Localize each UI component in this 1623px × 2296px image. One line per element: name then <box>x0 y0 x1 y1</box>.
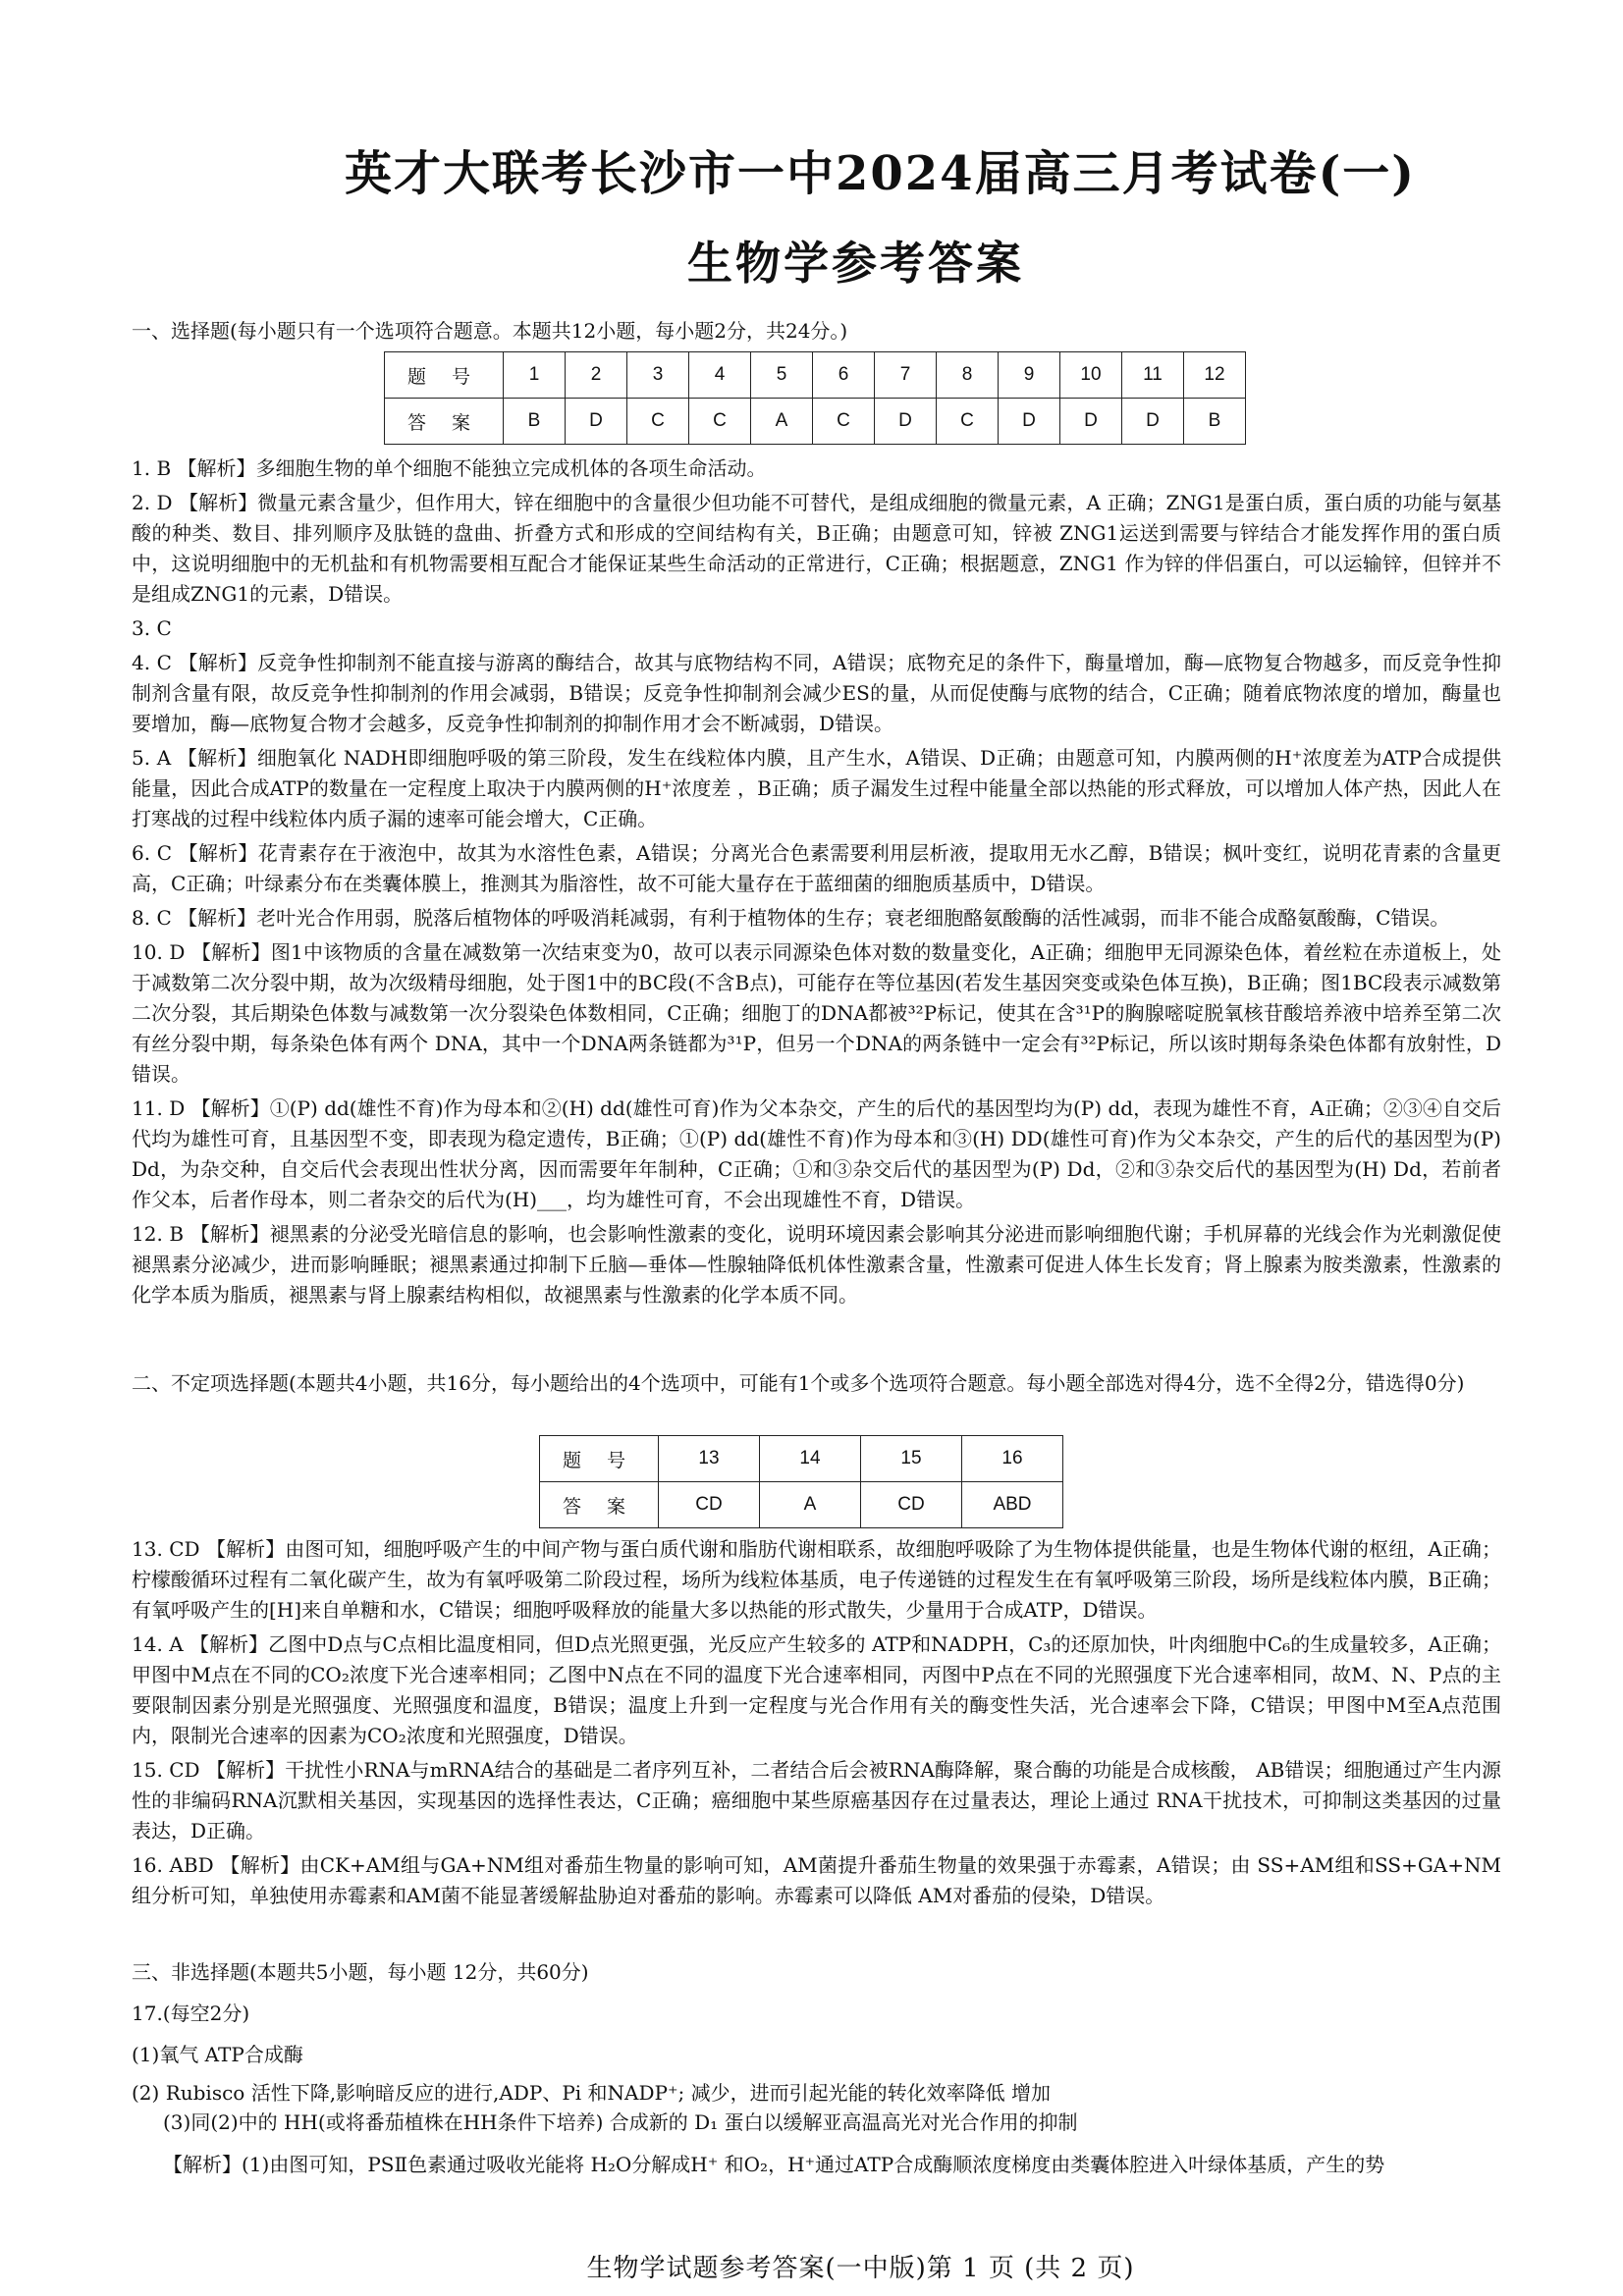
question-number-cell: 2 <box>566 352 627 399</box>
answer-table-2 <box>539 1435 1063 1528</box>
table-row-answers <box>540 1482 1063 1528</box>
answer-item-8: 8. C 【解析】老叶光合作用弱，脱落后植物体的呼吸消耗减弱，有利于植物体的生存；衰老细胞酪氨酸酶的活性减弱，而非不能合成酪氨酸酶，C错误。 <box>132 906 1450 930</box>
answer-cell: CD <box>861 1482 962 1528</box>
answer-item-14: 14. A 【解析】乙图中D点与C点相比温度相同，但D点光照更强，光反应产生较多的 ATP和NADPH，C₃的还原加快，叶肉细胞中C₆的生成量较多，A正确；甲图中M点在不同的CO₂浓度下光合速率相同；乙图中N点在不同的温度下光合速率相同，丙图中P点在不同的光照强度下光合速率相同，故M、N、P点的主要限制因素分别是光照强度、光照强度和温度，B错误；温度上升到一定程度与光合作用有关的酶变性失活，光合速率会下降，C错误；甲图中M至A点范围内，限制光合速率的因素为CO₂浓度和光照强度，D错误。 <box>132 1632 1501 1747</box>
answer-cell: D <box>1122 399 1184 445</box>
answer-cell: D <box>875 399 937 445</box>
q17-line-1: (1)氧气 ATP合成酶 <box>132 2043 303 2066</box>
answer-cell: C <box>689 399 751 445</box>
answer-item-1: 1. B 【解析】多细胞生物的单个细胞不能独立完成机体的各项生命活动。 <box>132 456 767 480</box>
row-label: 答 案 <box>540 1482 659 1528</box>
question-number-cell: 16 <box>962 1436 1063 1482</box>
table-row-numbers <box>540 1436 1063 1482</box>
answer-cell: A <box>751 399 813 445</box>
answer-item-13: 13. CD 【解析】由图可知，细胞呼吸产生的中间产物与蛋白质代谢和脂肪代谢相联系，故细胞呼吸除了为生物体提供能量，也是生物体代谢的枢纽，A正确；柠檬酸循环过程有二氧化碳产生，故为有氧呼吸第二阶段过程，场所为线粒体基质，电子传递链的过程发生在有氧呼吸第三阶段，场所是线粒体内膜，B正确；有氧呼吸产生的[H]来自单糖和水，C错误；细胞呼吸释放的能量大多以热能的形式散失，少量用于合成ATP，D错误。 <box>132 1537 1501 1622</box>
row-label: 题 号 <box>540 1436 659 1482</box>
question-number-cell: 4 <box>689 352 751 399</box>
section1-items <box>132 454 1501 1310</box>
question-number-cell: 11 <box>1122 352 1184 399</box>
answer-item-3: 3. C <box>132 616 172 640</box>
answer-item-6: 6. C 【解析】花青素存在于液泡中，故其为水溶性色素，A错误；分离光合色素需要利用层析液，提取用无水乙醇，B错误；枫叶变红，说明花青素的含量更高，C正确；叶绿素分布在类囊体膜上，推测其为脂溶性，故不可能大量存在于蓝细菌的细胞质基质中，D错误。 <box>132 841 1501 895</box>
answer-cell: ABD <box>962 1482 1063 1528</box>
answer-cell: C <box>813 399 875 445</box>
page-subtitle: 生物学参考答案 <box>687 237 1024 290</box>
answer-cell: B <box>504 399 566 445</box>
q17-heading: 17.(每空2分) <box>132 2002 250 2025</box>
answer-cell: CD <box>659 1482 760 1528</box>
answer-item-11: 11. D 【解析】①(P) dd(雄性不育)作为母本和②(H) dd(雄性可育)作为父本杂交，产生的后代的基因型均为(P) dd，表现为雄性不育，A正确；②③④自交后代均为雄性可育，且基因型不变，即表现为稳定遗传，B正确；①(P) dd(雄性不育)作为母本和③(H) DD(雄性可育)作为父本杂交，产生的后代的基因型为(P) Dd，为杂交种，自交后代会表现出性状分离，因而需要年年制种，C正确；①和③杂交后代的基因型为(P) Dd，②和③杂交后代的基因型为(H) Dd，若前者作父本，后者作母本，则二者杂交的后代为(H)___，均为雄性可育，不会出现雄性不育，D错误。 <box>132 1096 1501 1211</box>
page-footer: 生物学试题参考答案(一中版)第 1 页 (共 2 页) <box>586 2254 1135 2283</box>
answer-item-2: 2. D 【解析】微量元素含量少，但作用大，锌在细胞中的含量很少但功能不可替代，是组成细胞的微量元素，A 正确；ZNG1是蛋白质，蛋白质的功能与氨基酸的种类、数目、排列顺序及肽链的盘曲、折叠方式和形成的空间结构有关，B正确；由题意可知，锌被 ZNG1运送到需要与锌结合才能发挥作用的蛋白质中，这说明细胞中的无机盐和有机物需要相互配合才能保证某些生命活动的正常进行，C正确；根据题意，ZNG1 作为锌的伴侣蛋白，可以运输锌，但锌并不是组成ZNG1的元素，D错误。 <box>132 491 1501 606</box>
q17-analysis: 【解析】(1)由图可知，PSⅡ色素通过吸收光能将 H₂O分解成H⁺ 和O₂，H⁺通过ATP合成酶顺浓度梯度由类囊体腔进入叶绿体基质，产生的势 <box>163 2153 1385 2176</box>
question-number-cell: 12 <box>1184 352 1246 399</box>
q17-line-2: (2) Rubisco 活性下降,影响暗反应的进行,ADP、Pi 和NADP⁺; 减少，进而引起光能的转化效率降低 增加 <box>132 2081 1051 2105</box>
question-number-cell: 5 <box>751 352 813 399</box>
answer-cell: D <box>566 399 627 445</box>
section2-items <box>132 1534 1501 1911</box>
question-number-cell: 10 <box>1060 352 1122 399</box>
table-row-answers <box>385 399 1246 445</box>
question-number-cell: 8 <box>937 352 999 399</box>
question-number-cell: 3 <box>627 352 689 399</box>
section3-heading: 三、非选择题(本题共5小题，每小题 12分，共60分) <box>132 1960 589 1984</box>
answer-item-4: 4. C 【解析】反竞争性抑制剂不能直接与游离的酶结合，故其与底物结构不同，A错误；底物充足的条件下，酶量增加，酶—底物复合物越多，而反竞争性抑制剂含量有限，故反竞争性抑制剂的作用会减弱，B错误；反竞争性抑制剂会减少ES的量，从而促使酶与底物的结合，C正确；随着底物浓度的增加，酶量也要增加，酶—底物复合物才会越多，反竞争性抑制剂的抑制作用才会不断减弱，D错误。 <box>132 651 1501 735</box>
answer-cell: D <box>999 399 1060 445</box>
question-number-cell: 15 <box>861 1436 962 1482</box>
answer-cell: C <box>937 399 999 445</box>
answer-item-12: 12. B 【解析】褪黑素的分泌受光暗信息的影响，也会影响性激素的变化，说明环境因素会影响其分泌进而影响细胞代谢；手机屏幕的光线会作为光刺激促使褪黑素分泌减少，进而影响睡眠；褪黑素通过抑制下丘脑—垂体—性腺轴降低机体性激素含量，性激素可促进人体生长发育；肾上腺素为胺类激素，性激素的化学本质为脂质，褪黑素与肾上腺素结构相似，故褪黑素与性激素的化学本质不同。 <box>132 1222 1501 1307</box>
page-title: 英才大联考长沙市一中2024届高三月考试卷(一) <box>344 146 1417 201</box>
answer-item-5: 5. A 【解析】细胞氧化 NADH即细胞呼吸的第三阶段，发生在线粒体内膜，且产生水，A错误、D正确；由题意可知，内膜两侧的H⁺浓度差为ATP合成提供能量，因此合成ATP的数量在一定程度上取决于内膜两侧的H⁺浓度差 ，B正确；质子漏发生过程中能量全部以热能的形式释放，可以增加人体产热，因此人在打寒战的过程中线粒体内质子漏的速率可能会增大，C正确。 <box>132 746 1501 830</box>
section1-heading: 一、选择题(每小题只有一个选项符合题意。本题共12小题，每小题2分，共24分。) <box>132 319 848 343</box>
question-number-cell: 13 <box>659 1436 760 1482</box>
question-number-cell: 14 <box>760 1436 861 1482</box>
answer-cell: B <box>1184 399 1246 445</box>
q17-line-3: (3)同(2)中的 HH(或将番茄植株在HH条件下培养) 合成新的 D₁ 蛋白以缓解亚高温高光对光合作用的抑制 <box>163 2110 1078 2134</box>
question-number-cell: 1 <box>504 352 566 399</box>
answer-item-10: 10. D 【解析】图1中该物质的含量在减数第一次结束变为0，故可以表示同源染色体对数的数量变化，A正确；细胞甲无同源染色体，着丝粒在赤道板上，处于减数第二次分裂中期，故为次级精母细胞，处于图1中的BC段(不含B点)，可能存在等位基因(若发生基因突变或染色体互换)，B正确；图1BC段表示减数第二次分裂，其后期染色体数与减数第一次分裂染色体数相同，C正确；细胞丁的DNA都被³²P标记，使其在含³¹P的胸腺嘧啶脱氧核苷酸培养液中培养至第二次有丝分裂中期，每条染色体有两个 DNA，其中一个DNA两条链都为³¹P，但另一个DNA的两条链中一定会有³²P标记，所以该时期每条染色体都有放射性，D错误。 <box>132 940 1501 1086</box>
answer-cell: D <box>1060 399 1122 445</box>
answer-item-15: 15. CD 【解析】干扰性小RNA与mRNA结合的基础是二者序列互补，二者结合后会被RNA酶降解，聚合酶的功能是合成核酸， AB错误；细胞通过产生内源性的非编码RNA沉默相关基因，实现基因的选择性表达，C正确；癌细胞中某些原癌基因存在过量表达，理论上通过 RNA干扰技术，可抑制这类基因的过量表达，D正确。 <box>132 1758 1501 1842</box>
row-label: 答 案 <box>385 399 504 445</box>
answer-cell: C <box>627 399 689 445</box>
question-number-cell: 7 <box>875 352 937 399</box>
section2-heading: 二、不定项选择题(本题共4小题，共16分，每小题给出的4个选项中，可能有1个或多个选项符合题意。每小题全部选对得4分，选不全得2分，错选得0分) <box>132 1371 1465 1395</box>
row-label: 题 号 <box>385 352 504 399</box>
question-number-cell: 6 <box>813 352 875 399</box>
answer-table-1 <box>384 351 1246 445</box>
answer-item-16: 16. ABD 【解析】由CK+AM组与GA+NM组对番茄生物量的影响可知，AM菌提升番茄生物量的效果强于赤霉素，A错误；由 SS+AM组和SS+GA+NM组分析可知，单独使用赤霉素和AM菌不能显著缓解盐胁迫对番茄的影响。赤霉素可以降低 AM对番茄的侵染，D错误。 <box>132 1853 1501 1907</box>
question-number-cell: 9 <box>999 352 1060 399</box>
answer-cell: A <box>760 1482 861 1528</box>
table-row-numbers <box>385 352 1246 399</box>
